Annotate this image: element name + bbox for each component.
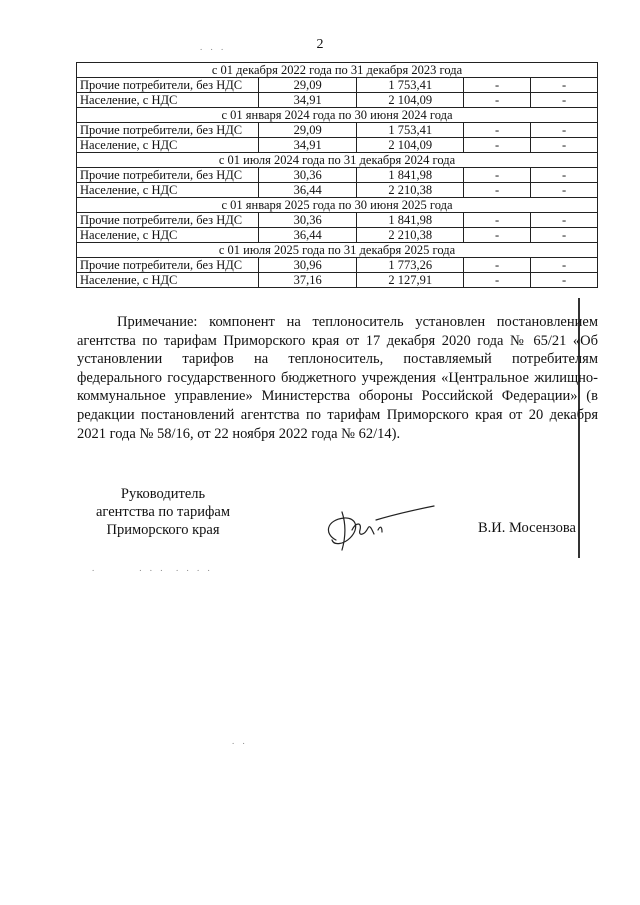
table-cell: Прочие потребители, без НДС <box>77 78 259 93</box>
tariff-table <box>76 62 598 288</box>
table-row <box>77 78 598 93</box>
table-cell: 36,44 <box>259 228 357 243</box>
period-label: с 01 июля 2025 года по 31 декабря 2025 года <box>77 243 598 258</box>
table-row <box>77 273 598 288</box>
signer-position <box>78 485 248 539</box>
table-cell: - <box>531 258 598 273</box>
period-label: с 01 июля 2024 года по 31 декабря 2024 года <box>77 153 598 168</box>
period-header-row <box>77 153 598 168</box>
table-cell: - <box>464 213 531 228</box>
table-cell: 34,91 <box>259 93 357 108</box>
period-label: с 01 января 2024 года по 30 июня 2024 года <box>77 108 598 123</box>
table-cell: Прочие потребители, без НДС <box>77 213 259 228</box>
page-number: 2 <box>316 37 324 52</box>
table-cell: 2 104,09 <box>357 93 464 108</box>
period-header-row <box>77 198 598 213</box>
table-cell: Прочие потребители, без НДС <box>77 168 259 183</box>
table-cell: - <box>531 123 598 138</box>
table-cell: 30,36 <box>259 213 357 228</box>
table-cell: 1 773,26 <box>357 258 464 273</box>
table-cell: 2 210,38 <box>357 183 464 198</box>
table-cell: 30,96 <box>259 258 357 273</box>
position-line: Приморского края <box>106 522 220 538</box>
scan-artifact: . . . . . . . . <box>92 563 213 573</box>
table-row <box>77 138 598 153</box>
table-cell: - <box>531 213 598 228</box>
table-cell: - <box>464 93 531 108</box>
table-cell: - <box>464 78 531 93</box>
position-line: агентства по тарифам <box>96 504 230 520</box>
table-cell: - <box>464 258 531 273</box>
table-cell: 29,09 <box>259 78 357 93</box>
table-cell: - <box>531 273 598 288</box>
table-cell: - <box>464 273 531 288</box>
signer-name: В.И. Мосензова <box>478 520 576 536</box>
table-cell: - <box>464 183 531 198</box>
table-cell: - <box>531 228 598 243</box>
note-text: Примечание: компонент на теплоноситель установлен постановлением агентства по тарифам Приморского края от 17 декабря 2020 года № 65/21 «Об установлении тарифов на теплоноситель, поставляемый потребителям федерального государственного бюджетного учреждения «Центральное жилищно-коммунальное управление» Министерства обороны Российской Федерации» (в редакции постановлений агентства по тарифам Приморского края от 20 декабря 2021 года № 58/16, от 22 ноября 2022 года № 62/14). <box>77 314 598 442</box>
table-cell: - <box>464 168 531 183</box>
table-row <box>77 258 598 273</box>
scan-artifact: . . . <box>200 42 227 52</box>
table-cell: 37,16 <box>259 273 357 288</box>
table-cell: 29,09 <box>259 123 357 138</box>
table-cell: Население, с НДС <box>77 273 259 288</box>
table-cell: Прочие потребители, без НДС <box>77 258 259 273</box>
table-row <box>77 93 598 108</box>
table-row <box>77 213 598 228</box>
table-cell: 2 210,38 <box>357 228 464 243</box>
table-cell: 2 104,09 <box>357 138 464 153</box>
table-cell: - <box>531 78 598 93</box>
table-cell: 1 841,98 <box>357 168 464 183</box>
table-cell: 2 127,91 <box>357 273 464 288</box>
table-cell: Прочие потребители, без НДС <box>77 123 259 138</box>
table-row <box>77 228 598 243</box>
table-cell: 36,44 <box>259 183 357 198</box>
table-cell: 1 841,98 <box>357 213 464 228</box>
table-cell: 1 753,41 <box>357 123 464 138</box>
table-cell: - <box>531 138 598 153</box>
period-header-row <box>77 243 598 258</box>
period-header-row <box>77 63 598 78</box>
period-header-row <box>77 108 598 123</box>
table-cell: 34,91 <box>259 138 357 153</box>
table-cell: - <box>531 93 598 108</box>
table-cell: Население, с НДС <box>77 228 259 243</box>
table-row <box>77 168 598 183</box>
handwritten-signature <box>316 500 436 560</box>
table-cell: 30,36 <box>259 168 357 183</box>
table-cell: Население, с НДС <box>77 183 259 198</box>
period-label: с 01 декабря 2022 года по 31 декабря 2023 года <box>77 63 598 78</box>
table-cell: Население, с НДС <box>77 138 259 153</box>
table-cell: - <box>464 138 531 153</box>
table-row <box>77 183 598 198</box>
table-cell: - <box>531 168 598 183</box>
note-paragraph <box>77 313 598 443</box>
table-cell: - <box>531 183 598 198</box>
table-row <box>77 123 598 138</box>
scan-artifact: . . <box>232 736 248 746</box>
period-label: с 01 января 2025 года по 30 июня 2025 года <box>77 198 598 213</box>
table-cell: 1 753,41 <box>357 78 464 93</box>
table-cell: - <box>464 228 531 243</box>
table-cell: Население, с НДС <box>77 93 259 108</box>
table-cell: - <box>464 123 531 138</box>
position-line: Руководитель <box>120 486 206 502</box>
